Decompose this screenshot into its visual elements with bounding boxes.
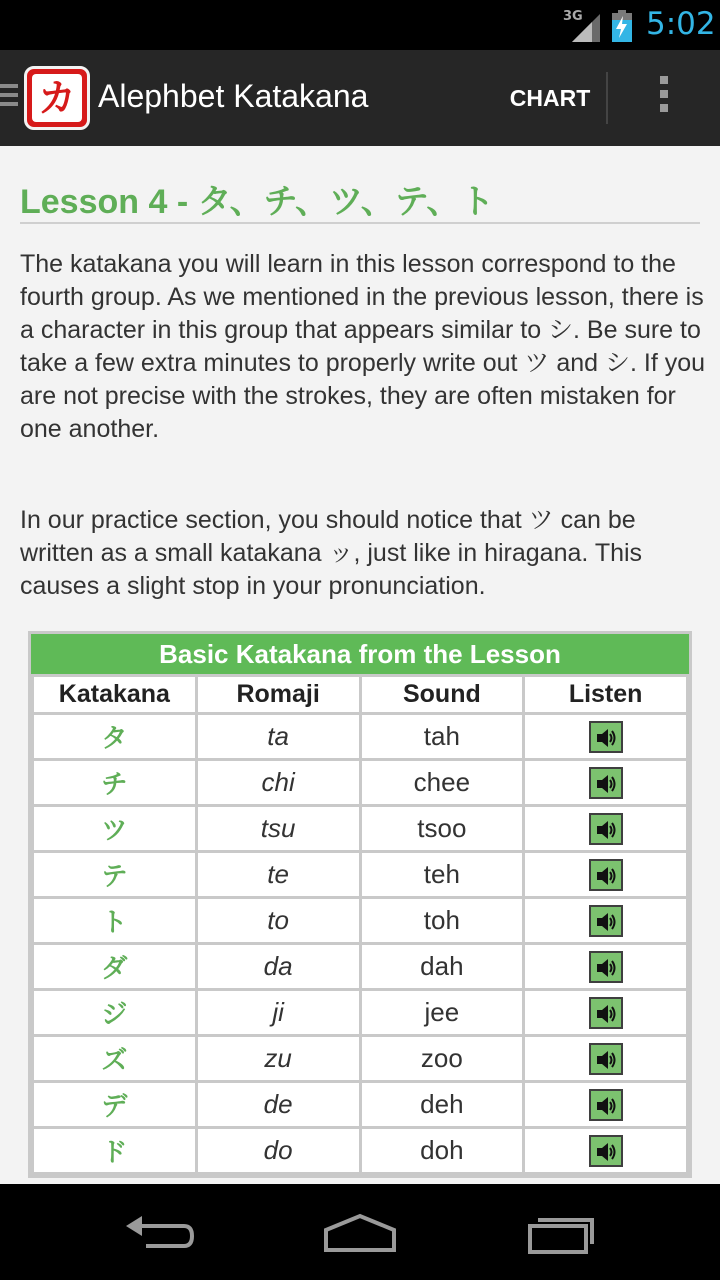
romaji-cell: chi bbox=[196, 760, 360, 806]
lesson-title: Lesson 4 - タ、チ、ツ、テ、ト bbox=[20, 183, 495, 221]
kana-cell: ツ bbox=[33, 806, 197, 852]
listen-button[interactable] bbox=[589, 767, 623, 799]
app-title: Alephbet Katakana bbox=[98, 78, 369, 114]
katakana-table bbox=[28, 631, 692, 1178]
listen-cell bbox=[524, 760, 688, 806]
header-sound: Sound bbox=[360, 676, 524, 714]
clock: 5:02 bbox=[646, 6, 716, 42]
listen-button[interactable] bbox=[589, 951, 623, 983]
romaji-cell: tsu bbox=[196, 806, 360, 852]
speaker-icon bbox=[595, 1141, 619, 1163]
speaker-icon bbox=[595, 819, 619, 841]
listen-cell bbox=[524, 898, 688, 944]
listen-button[interactable] bbox=[589, 1089, 623, 1121]
romaji-cell: da bbox=[196, 944, 360, 990]
listen-button[interactable] bbox=[589, 813, 623, 845]
table-row bbox=[33, 944, 688, 990]
table-row bbox=[33, 1036, 688, 1082]
listen-cell bbox=[524, 714, 688, 760]
sound-cell: tah bbox=[360, 714, 524, 760]
speaker-icon bbox=[595, 957, 619, 979]
lesson-paragraph-1: The katakana you will learn in this lesson correspond to the fourth group. As we mentioned in the previous lesson, there is a character in this group that appears similar to シ. Be sure to take a few extra minutes to properly write out ツ and シ. If you are not precise with the strokes, they are often mistaken for one another. bbox=[20, 250, 706, 443]
table-header-row bbox=[33, 676, 688, 714]
listen-cell bbox=[524, 1036, 688, 1082]
romaji-cell: zu bbox=[196, 1036, 360, 1082]
sound-cell: teh bbox=[360, 852, 524, 898]
romaji-cell: te bbox=[196, 852, 360, 898]
header-katakana: Katakana bbox=[33, 676, 197, 714]
listen-cell bbox=[524, 852, 688, 898]
overflow-menu-icon[interactable] bbox=[640, 70, 688, 126]
app-logo-icon[interactable] bbox=[24, 66, 90, 130]
speaker-icon bbox=[595, 1049, 619, 1071]
sound-cell: dah bbox=[360, 944, 524, 990]
navigation-bar bbox=[0, 1184, 720, 1280]
romaji-cell: ta bbox=[196, 714, 360, 760]
speaker-icon bbox=[595, 865, 619, 887]
kana-cell: ジ bbox=[33, 990, 197, 1036]
sound-cell: toh bbox=[360, 898, 524, 944]
table-caption: Basic Katakana from the Lesson bbox=[31, 634, 689, 674]
listen-button[interactable] bbox=[589, 905, 623, 937]
listen-cell bbox=[524, 806, 688, 852]
kana-cell: タ bbox=[33, 714, 197, 760]
header-listen: Listen bbox=[524, 676, 688, 714]
kana-cell: ト bbox=[33, 898, 197, 944]
kana-cell: テ bbox=[33, 852, 197, 898]
kana-cell: デ bbox=[33, 1082, 197, 1128]
kana-cell: ズ bbox=[33, 1036, 197, 1082]
speaker-icon bbox=[595, 1003, 619, 1025]
status-bar bbox=[0, 0, 720, 50]
listen-cell bbox=[524, 944, 688, 990]
signal-icon bbox=[572, 12, 602, 42]
kana-cell: ド bbox=[33, 1128, 197, 1174]
action-bar-divider bbox=[606, 72, 608, 124]
action-bar bbox=[0, 50, 720, 146]
sound-cell: jee bbox=[360, 990, 524, 1036]
table-row bbox=[33, 760, 688, 806]
table-row bbox=[33, 990, 688, 1036]
speaker-icon bbox=[595, 773, 619, 795]
header-romaji: Romaji bbox=[196, 676, 360, 714]
romaji-cell: do bbox=[196, 1128, 360, 1174]
listen-button[interactable] bbox=[589, 721, 623, 753]
listen-button[interactable] bbox=[589, 1043, 623, 1075]
table-row bbox=[33, 1082, 688, 1128]
sound-cell: zoo bbox=[360, 1036, 524, 1082]
speaker-icon bbox=[595, 727, 619, 749]
table-row bbox=[33, 1128, 688, 1174]
listen-button[interactable] bbox=[589, 859, 623, 891]
sound-cell: deh bbox=[360, 1082, 524, 1128]
table-row bbox=[33, 714, 688, 760]
table-body bbox=[33, 714, 688, 1174]
kana-cell: ダ bbox=[33, 944, 197, 990]
listen-cell bbox=[524, 1128, 688, 1174]
romaji-cell: de bbox=[196, 1082, 360, 1128]
romaji-cell: to bbox=[196, 898, 360, 944]
up-indicator-icon[interactable] bbox=[0, 84, 20, 112]
sound-cell: tsoo bbox=[360, 806, 524, 852]
listen-button[interactable] bbox=[589, 997, 623, 1029]
listen-button[interactable] bbox=[589, 1135, 623, 1167]
kana-cell: チ bbox=[33, 760, 197, 806]
sound-cell: doh bbox=[360, 1128, 524, 1174]
app-logo-glyph: カ bbox=[32, 74, 82, 122]
back-icon[interactable] bbox=[120, 1208, 200, 1256]
katakana-grid bbox=[31, 674, 689, 1175]
battery-charging-icon bbox=[612, 10, 632, 42]
speaker-icon bbox=[595, 1095, 619, 1117]
lesson-paragraph-2: In our practice section, you should notice that ツ can be written as a small katakana ッ, just like in hiragana. This causes a slight stop in your pronunciation. bbox=[20, 506, 643, 600]
table-row bbox=[33, 898, 688, 944]
speaker-icon bbox=[595, 911, 619, 933]
lesson-content[interactable] bbox=[0, 146, 720, 1184]
title-divider bbox=[20, 222, 700, 224]
recent-apps-icon[interactable] bbox=[520, 1208, 600, 1256]
romaji-cell: ji bbox=[196, 990, 360, 1036]
home-icon[interactable] bbox=[320, 1208, 400, 1256]
chart-button[interactable]: CHART bbox=[509, 85, 591, 111]
listen-cell bbox=[524, 1082, 688, 1128]
table-row bbox=[33, 852, 688, 898]
network-type: 3G bbox=[563, 9, 583, 24]
table-row bbox=[33, 806, 688, 852]
sound-cell: chee bbox=[360, 760, 524, 806]
listen-cell bbox=[524, 990, 688, 1036]
